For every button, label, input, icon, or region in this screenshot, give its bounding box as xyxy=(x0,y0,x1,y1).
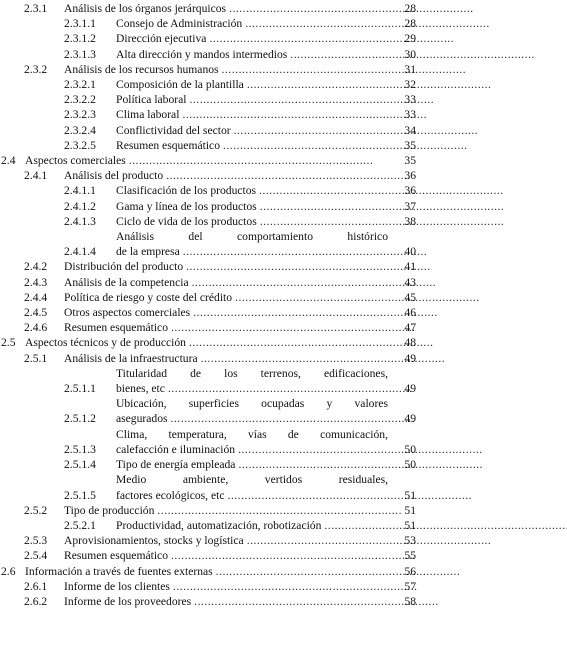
toc-entry-page: 32 xyxy=(404,78,416,92)
toc-entry-number: 2.5.1.4 xyxy=(64,458,96,472)
toc-entry-number: 2.4.1.4 xyxy=(64,245,96,259)
toc-entry[interactable] xyxy=(0,1,422,16)
toc-entry-number: 2.5.1.2 xyxy=(64,412,96,426)
toc-entry-page: 49 xyxy=(404,382,416,396)
toc-entry-page: 31 xyxy=(404,62,416,76)
dot-leader xyxy=(168,548,414,563)
toc-entry-number: 2.4.4 xyxy=(24,290,48,304)
toc-entry-page: 53 xyxy=(404,534,416,548)
toc-entry-title: Medio ambiente, vertidos residuales, xyxy=(116,473,388,487)
toc-entry[interactable] xyxy=(0,183,422,198)
toc-entry[interactable] xyxy=(0,564,422,579)
toc-entry[interactable] xyxy=(0,351,422,366)
toc-entry[interactable] xyxy=(0,457,422,472)
toc-entry[interactable] xyxy=(0,138,422,153)
dot-leader xyxy=(235,457,481,472)
toc-entry-title: Información a través de fuentes externas xyxy=(25,564,213,578)
toc-entry-number: 2.4.1.3 xyxy=(64,214,96,228)
toc-entry-page: 36 xyxy=(404,169,416,183)
dot-leader xyxy=(244,77,490,92)
toc-entry-number: 2.4.5 xyxy=(24,306,48,320)
toc-entry-title: Conflictividad del sector xyxy=(116,123,231,137)
toc-entry[interactable] xyxy=(0,214,422,229)
toc-entry-title-continued: bienes, etc xyxy=(116,382,165,396)
toc-entry-page: 55 xyxy=(404,549,416,563)
toc-entry-page: 51 xyxy=(404,488,416,502)
toc-entry-title-continued: de la empresa xyxy=(116,245,180,259)
toc-entry-page: 36 xyxy=(404,184,416,198)
toc-entry-title-continued: factores ecológicos, etc xyxy=(116,488,225,502)
dot-leader xyxy=(242,16,488,31)
toc-entry[interactable] xyxy=(0,503,422,518)
dot-leader xyxy=(257,199,503,214)
toc-entry-page: 37 xyxy=(404,199,416,213)
toc-entry[interactable] xyxy=(0,427,422,457)
toc-entry-number: 2.5.4 xyxy=(24,549,48,563)
toc-entry-number: 2.5 xyxy=(1,336,16,350)
toc-entry-title: Clima laboral xyxy=(116,108,180,122)
dot-leader xyxy=(154,503,400,518)
toc-entry-number: 2.5.1.1 xyxy=(64,382,96,396)
toc-entry-title: Resumen esquemático xyxy=(64,321,168,335)
toc-entry[interactable] xyxy=(0,47,422,62)
toc-entry-title: Composición de la plantilla xyxy=(116,78,244,92)
toc-entry-title: Informe de los proveedores xyxy=(64,594,192,608)
toc-entry-title: Aprovisionamientos, stocks y logística xyxy=(64,534,244,548)
toc-entry[interactable] xyxy=(0,16,422,31)
toc-entry-title: Análisis del comportamiento histórico xyxy=(116,230,388,244)
toc-entry-title-continued: asegurados xyxy=(116,412,168,426)
toc-entry-page: 30 xyxy=(404,47,416,61)
dot-leader xyxy=(235,442,481,457)
toc-entry-page: 35 xyxy=(404,138,416,152)
toc-entry-title: Política laboral xyxy=(116,93,187,107)
toc-entry-number: 2.5.3 xyxy=(24,534,48,548)
toc-entry-page: 56 xyxy=(404,564,416,578)
toc-entry-title: Clasificación de los productos xyxy=(116,184,257,198)
toc-entry[interactable] xyxy=(0,548,422,563)
toc-entry-page: 49 xyxy=(404,351,416,365)
toc-entry-title: Análisis de los recursos humanos xyxy=(64,62,219,76)
dot-leader xyxy=(126,153,388,168)
toc-entry-number: 2.3.2 xyxy=(24,62,48,76)
toc-entry-number: 2.4.3 xyxy=(24,275,48,289)
toc-entry-page: 29 xyxy=(404,32,416,46)
toc-entry-number: 2.5.2 xyxy=(24,503,48,517)
toc-entry-page: 40 xyxy=(404,245,416,259)
toc-entry-title: Resumen esquemático xyxy=(116,138,220,152)
toc-entry-page: 51 xyxy=(404,518,416,532)
toc-entry[interactable] xyxy=(0,366,422,396)
toc-entry[interactable] xyxy=(0,168,422,183)
dot-leader xyxy=(244,533,490,548)
toc-entry-title: Política de riesgo y coste del crédito xyxy=(64,290,233,304)
toc-entry-title: Gama y línea de los productos xyxy=(116,199,257,213)
toc-entry-title: Informe de los clientes xyxy=(64,579,170,593)
toc-entry-number: 2.3.2.3 xyxy=(64,108,96,122)
toc-entry[interactable] xyxy=(0,275,422,290)
toc-entry-page: 46 xyxy=(404,306,416,320)
toc-entry-number: 2.3.1.2 xyxy=(64,32,96,46)
toc-entry-page: 28 xyxy=(404,17,416,31)
toc-entry-number: 2.3.2.1 xyxy=(64,78,96,92)
toc-entry-title: Resumen esquemático xyxy=(64,549,168,563)
toc-entry[interactable] xyxy=(0,107,422,122)
dot-leader xyxy=(321,518,567,533)
dot-leader xyxy=(163,168,409,183)
toc-entry-title: Aspectos técnicos y de producción xyxy=(25,336,186,350)
toc-entry-page: 33 xyxy=(404,108,416,122)
toc-entry[interactable] xyxy=(0,153,422,168)
toc-entry-number: 2.4 xyxy=(1,154,16,168)
toc-entry[interactable] xyxy=(0,259,422,274)
toc-entry[interactable] xyxy=(0,92,422,107)
toc-entry-number: 2.6.1 xyxy=(24,579,48,593)
toc-entry-number: 2.3.2.4 xyxy=(64,123,96,137)
toc-entry[interactable] xyxy=(0,199,422,214)
toc-entry[interactable] xyxy=(0,396,422,426)
toc-entry-page: 28 xyxy=(404,2,416,15)
toc-entry-title: Análisis de los órganos jerárquicos xyxy=(64,2,227,15)
dot-leader xyxy=(220,138,466,153)
dot-leader xyxy=(231,123,477,138)
toc-entry-title: Distribución del producto xyxy=(64,260,184,274)
toc-entry-number: 2.4.6 xyxy=(24,321,48,335)
toc-entry-page: 49 xyxy=(404,412,416,426)
toc-entry[interactable] xyxy=(0,305,422,320)
toc-entry-page: 58 xyxy=(404,594,416,608)
dot-leader xyxy=(257,214,503,229)
toc-entry[interactable] xyxy=(0,335,422,350)
toc-entry-page: 41 xyxy=(404,260,416,274)
toc-entry[interactable] xyxy=(0,320,422,335)
toc-entry-page: 35 xyxy=(404,154,416,168)
toc-entry[interactable] xyxy=(0,594,422,609)
dot-leader xyxy=(168,320,414,335)
toc-entry-title: Dirección ejecutiva xyxy=(116,32,207,46)
toc-entry-title: Ubicación, superficies ocupadas y valores xyxy=(116,397,388,411)
toc-entry-title: Aspectos comerciales xyxy=(25,154,126,168)
toc-entry-page: 48 xyxy=(404,336,416,350)
toc-entry-number: 2.4.2 xyxy=(24,260,48,274)
toc-entry-number: 2.4.1.1 xyxy=(64,184,96,198)
toc-entry[interactable] xyxy=(0,518,422,533)
toc-entry-page: 47 xyxy=(404,321,416,335)
toc-entry-title: Ciclo de vida de los productos xyxy=(116,214,257,228)
toc-entry-title: Tipo de producción xyxy=(64,503,155,517)
toc-entry-title: Análisis del producto xyxy=(64,169,164,183)
toc-entry-title: Análisis de la competencia xyxy=(64,275,189,289)
toc-entry-number: 2.6.2 xyxy=(24,594,48,608)
toc-entry-number: 2.6 xyxy=(1,564,16,578)
toc-entry-number: 2.3.1 xyxy=(24,2,48,15)
toc-entry[interactable] xyxy=(0,77,422,92)
toc-entry-page: 34 xyxy=(404,123,416,137)
dot-leader xyxy=(226,1,472,16)
toc-entry-number: 2.4.1.2 xyxy=(64,199,96,213)
toc-entry-title-continued: calefacción e iluminación xyxy=(116,442,236,456)
toc-entry-title: Análisis de la infraestructura xyxy=(64,351,198,365)
toc-entry-title: Titularidad de los terrenos, edificaciones, xyxy=(116,366,388,380)
toc-entry-page: 43 xyxy=(404,275,416,289)
toc-entry-title: Consejo de Administración xyxy=(116,17,243,31)
toc-entry[interactable] xyxy=(0,579,422,594)
toc-entry-page: 38 xyxy=(404,214,416,228)
toc-entry[interactable] xyxy=(0,229,422,259)
toc-entry-number: 2.3.1.3 xyxy=(64,47,96,61)
toc-entry[interactable] xyxy=(0,31,422,46)
toc-entry-number: 2.5.2.1 xyxy=(64,518,96,532)
dot-leader xyxy=(224,488,470,503)
toc-entry-page: 50 xyxy=(404,442,416,456)
toc-entry[interactable] xyxy=(0,533,422,548)
toc-entry-page: 45 xyxy=(404,290,416,304)
dot-leader xyxy=(168,411,414,426)
toc-entry-number: 2.3.1.1 xyxy=(64,17,96,31)
toc-entry-page: 33 xyxy=(404,93,416,107)
toc-entry-title: Productividad, automatización, robotización xyxy=(116,518,322,532)
toc-entry-number: 2.4.1 xyxy=(24,169,48,183)
toc-entry-title: Otros aspectos comerciales xyxy=(64,306,191,320)
toc-entry-page: 57 xyxy=(404,579,416,593)
dot-leader xyxy=(232,290,478,305)
toc-entry-title: Clima, temperatura, vías de comunicación, xyxy=(116,427,388,441)
toc-entry-number: 2.5.1.5 xyxy=(64,488,96,502)
toc-entry-number: 2.3.2.5 xyxy=(64,138,96,152)
toc-entry-page: 51 xyxy=(404,503,416,517)
toc-entry-number: 2.3.2.2 xyxy=(64,93,96,107)
toc-entry-number: 2.5.1 xyxy=(24,351,48,365)
toc-entry[interactable] xyxy=(0,472,422,502)
toc-entry[interactable] xyxy=(0,62,422,77)
toc-entry-title: Alta dirección y mandos intermedios xyxy=(116,47,288,61)
dot-leader xyxy=(256,183,502,198)
toc-entry[interactable] xyxy=(0,290,422,305)
toc-entry-number: 2.5.1.3 xyxy=(64,442,96,456)
toc-entry-page: 50 xyxy=(404,458,416,472)
toc-entry-title: Tipo de energía empleada xyxy=(116,458,236,472)
dot-leader xyxy=(219,62,465,77)
dot-leader xyxy=(165,381,411,396)
toc-entry[interactable] xyxy=(0,123,422,138)
dot-leader xyxy=(170,579,416,594)
